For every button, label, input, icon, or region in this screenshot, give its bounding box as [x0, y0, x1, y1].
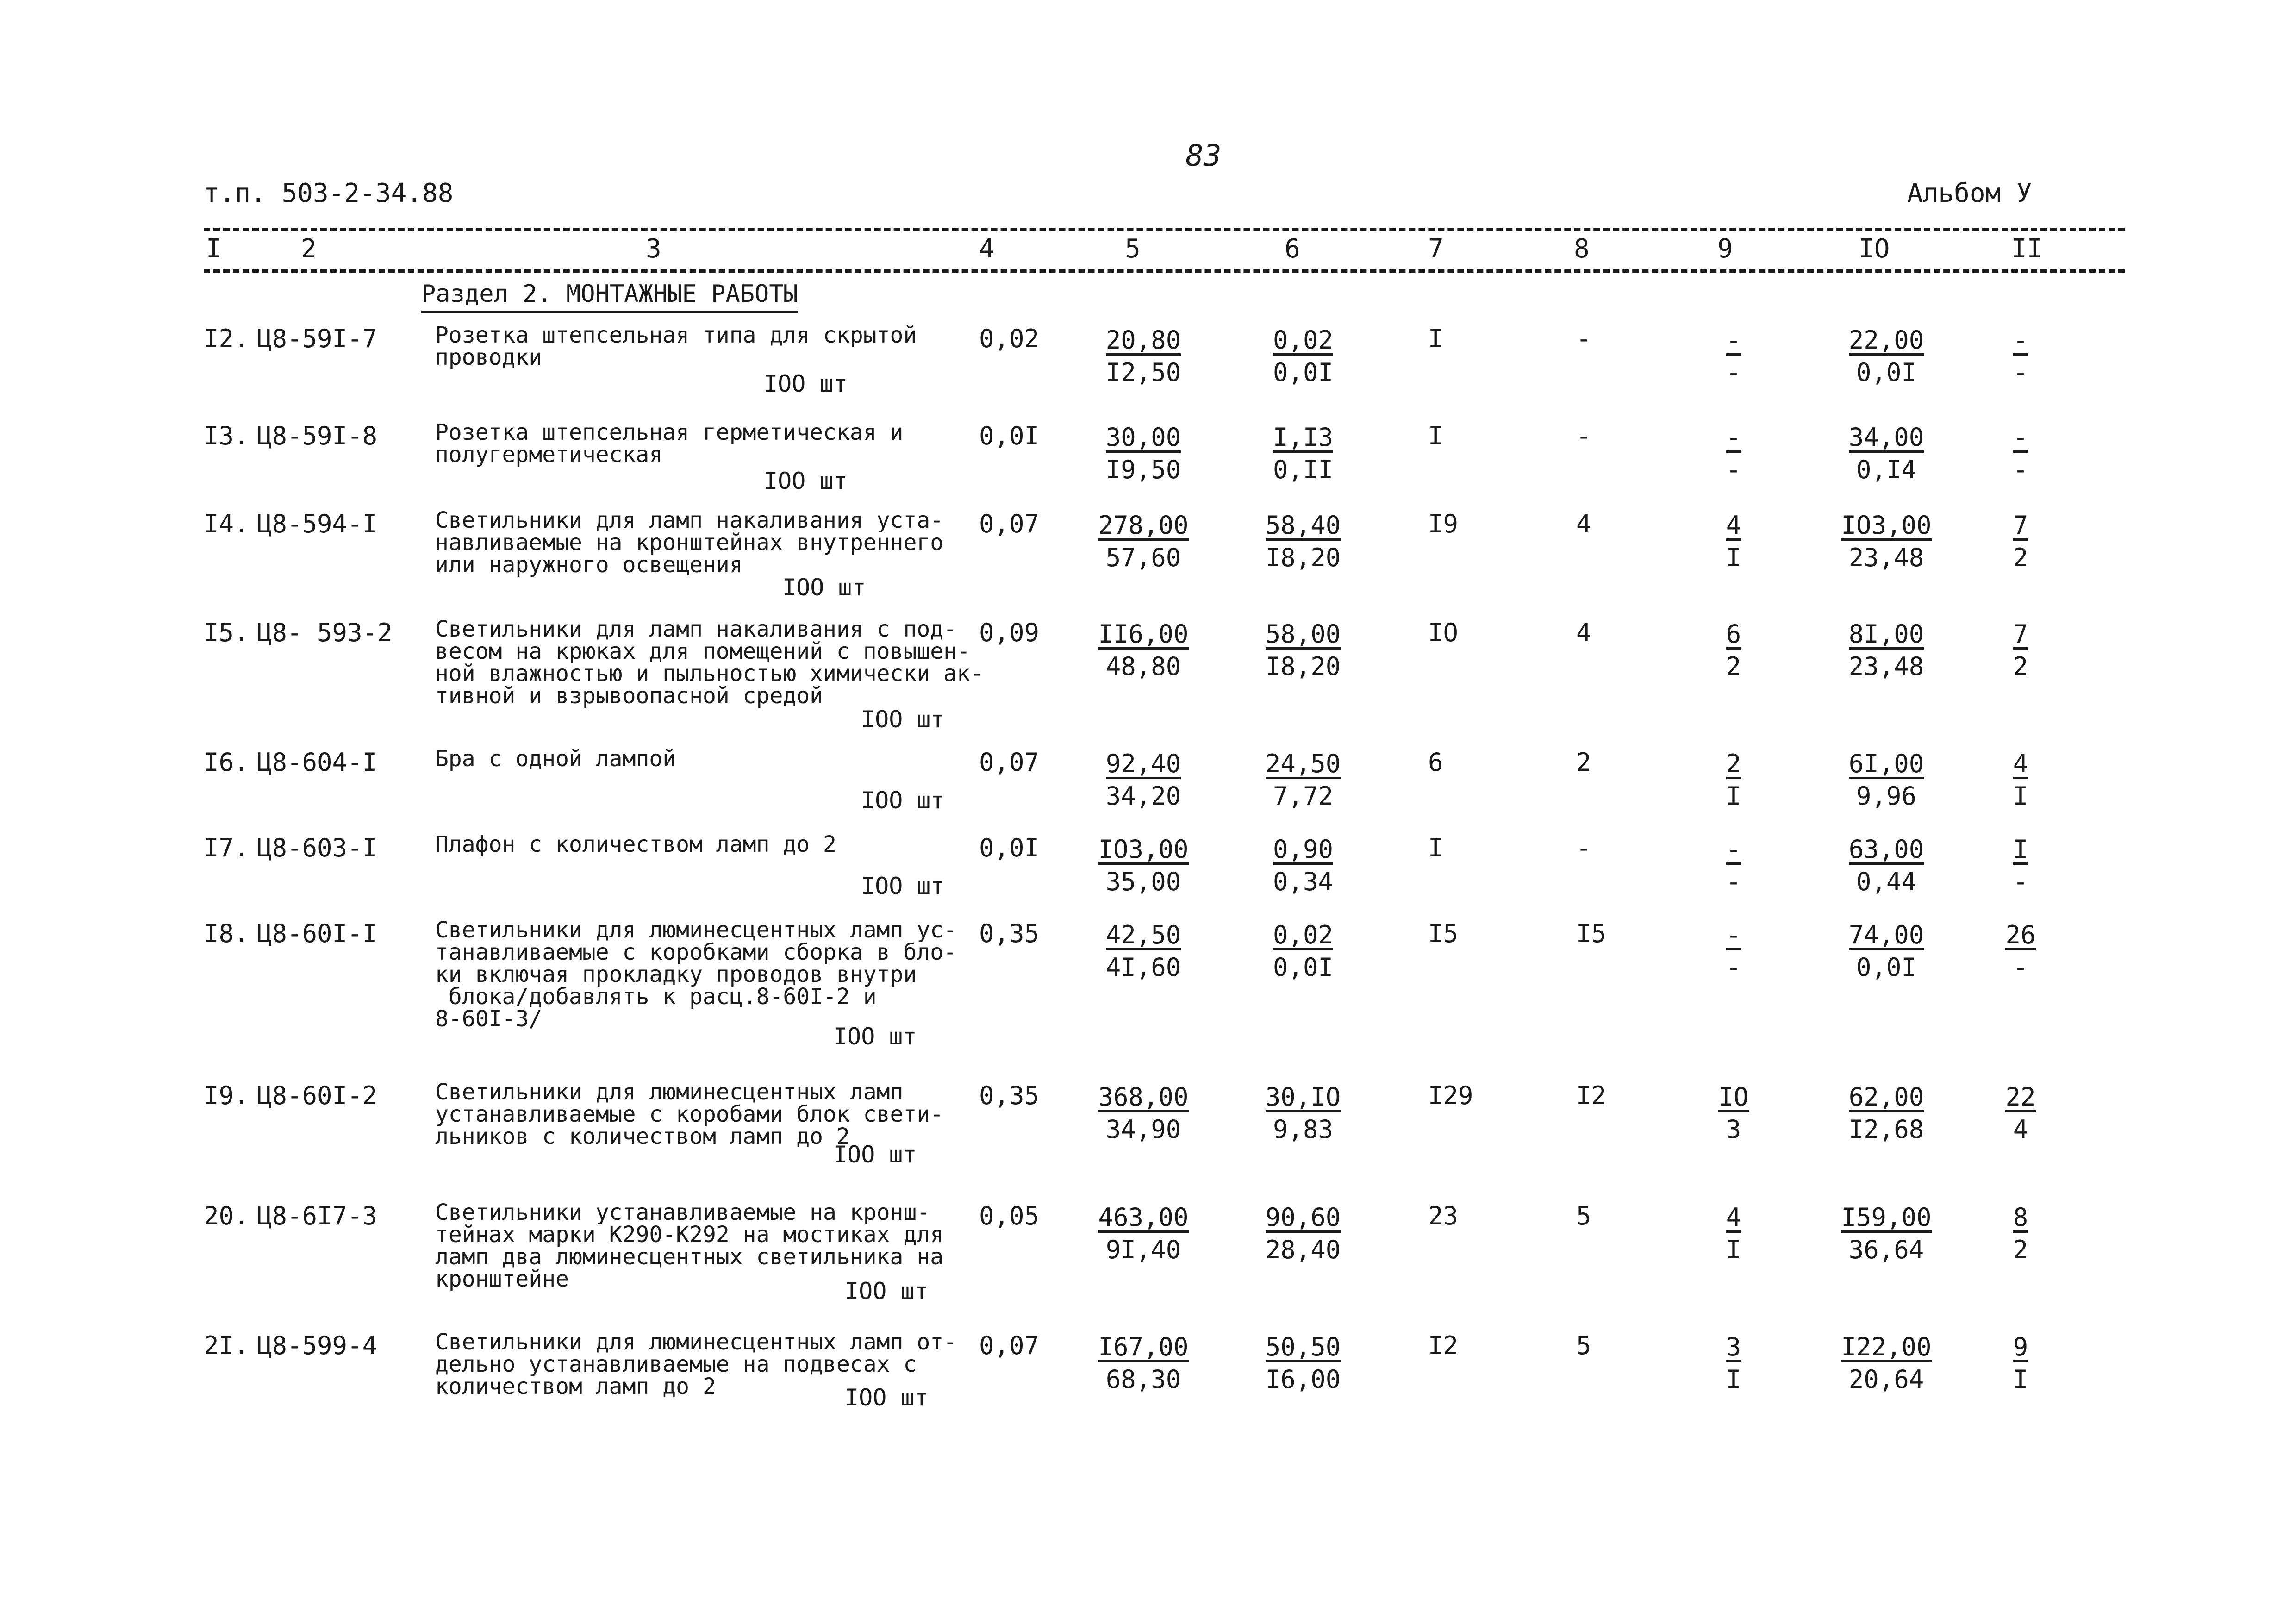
fraction-c6: [1250, 919, 1356, 984]
fraction-bottom-c5: 35,00: [1105, 867, 1181, 896]
column-header-7: 7: [1428, 234, 1444, 264]
fraction-c5: [1090, 1331, 1197, 1396]
fraction-bottom-c5: I2,50: [1105, 358, 1181, 387]
fraction-bottom-c11: I: [2013, 1365, 2028, 1394]
fraction-top-c5: 368,00: [1098, 1082, 1189, 1112]
column-8-value: 5: [1576, 1201, 1591, 1230]
fraction-bottom-c6: 0,II: [1273, 455, 1334, 484]
measurement-unit: IOO шт: [845, 1278, 929, 1305]
fraction-top-c10: I22,00: [1841, 1332, 1932, 1362]
measurement-unit: IOO шт: [861, 873, 945, 899]
fraction-c10: [1833, 509, 1940, 574]
fraction-top-c5: 92,40: [1105, 749, 1181, 778]
column-7-value: 23: [1428, 1201, 1459, 1230]
fraction-bottom-c9: I: [1726, 543, 1741, 572]
fraction-bottom-c9: I: [1726, 1235, 1741, 1264]
fraction-top-c11: -: [2013, 423, 2028, 452]
column-4-value: 0,35: [979, 919, 1040, 948]
fraction-top-c9: -: [1726, 423, 1741, 452]
column-8-value: I5: [1576, 919, 1607, 948]
fraction-c6: [1250, 509, 1356, 574]
fraction-top-c10: 8I,00: [1848, 619, 1924, 649]
fraction-c5: [1090, 618, 1197, 683]
fraction-bottom-c5: 34,20: [1105, 781, 1181, 811]
rate-code: Ц8-6I7-3: [257, 1201, 378, 1230]
fraction-c9: [1680, 919, 1787, 984]
fraction-top-c6: 0,90: [1273, 835, 1334, 864]
fraction-top-c9: -: [1726, 325, 1741, 355]
fraction-top-c11: 7: [2013, 619, 2028, 649]
column-header-10: IO: [1859, 234, 1890, 264]
column-8-value: 2: [1576, 748, 1591, 777]
column-header-6: 6: [1285, 234, 1300, 264]
fraction-top-c9: 4: [1726, 1203, 1741, 1232]
column-8-value: 5: [1576, 1331, 1591, 1360]
fraction-top-c11: 9: [2013, 1332, 2028, 1362]
fraction-c9: [1680, 618, 1787, 683]
fraction-bottom-c6: 0,0I: [1273, 358, 1334, 387]
fraction-c9: [1680, 324, 1787, 389]
rate-code: Ц8-60I-I: [257, 919, 378, 948]
column-4-value: 0,07: [979, 1331, 1040, 1360]
measurement-unit: IOO шт: [861, 787, 945, 814]
rate-code: Ц8-599-4: [257, 1331, 378, 1360]
fraction-bottom-c10: 0,44: [1856, 867, 1917, 896]
fraction-c5: [1090, 833, 1197, 898]
column-header-3: 3: [646, 234, 661, 264]
rate-code: Ц8-604-I: [257, 748, 378, 777]
fraction-bottom-c6: I6,00: [1265, 1365, 1341, 1394]
fraction-c11: [1967, 1201, 2074, 1266]
fraction-c9: [1680, 748, 1787, 812]
work-description: Светильники для люминесцентных ламп устанавливаемые с коробами блок свети- льников с количеством ламп до 2: [435, 1079, 944, 1149]
fraction-bottom-c11: 4: [2013, 1115, 2028, 1144]
header-rule-top: [204, 228, 2125, 231]
fraction-bottom-c10: 9,96: [1856, 781, 1917, 811]
column-4-value: 0,02: [979, 324, 1040, 353]
section-title: Раздел 2. МОНТАЖНЫЕ РАБОТЫ: [421, 280, 798, 313]
fraction-bottom-c5: 48,80: [1105, 652, 1181, 681]
fraction-top-c5: 30,00: [1105, 423, 1181, 452]
fraction-bottom-c5: 68,30: [1105, 1365, 1181, 1394]
column-8-value: I2: [1576, 1081, 1607, 1110]
row-number: 2I.: [204, 1331, 249, 1360]
column-7-value: I2: [1428, 1331, 1459, 1360]
fraction-bottom-c9: 3: [1726, 1115, 1741, 1144]
fraction-c11: [1967, 1081, 2074, 1146]
fraction-c5: [1090, 1081, 1197, 1146]
fraction-bottom-c6: 0,34: [1273, 867, 1334, 896]
column-7-value: I5: [1428, 919, 1459, 948]
row-number: I2.: [204, 324, 249, 353]
row-number: I9.: [204, 1081, 249, 1110]
fraction-c6: [1250, 748, 1356, 812]
fraction-bottom-c11: I: [2013, 781, 2028, 811]
album-label: Альбом У: [1907, 178, 2032, 208]
fraction-bottom-c5: 34,90: [1105, 1115, 1181, 1144]
fraction-c5: [1090, 748, 1197, 812]
work-description: Плафон с количеством ламп до 2: [435, 831, 836, 857]
fraction-top-c6: 90,60: [1265, 1203, 1341, 1232]
measurement-unit: IOO шт: [833, 1141, 917, 1168]
fraction-top-c6: 58,40: [1265, 511, 1341, 540]
work-description: Розетка штепсельная герметическая и полугерметическая: [435, 419, 904, 468]
column-8-value: 4: [1576, 618, 1591, 647]
fraction-bottom-c9: I: [1726, 781, 1741, 811]
column-4-value: 0,35: [979, 1081, 1040, 1110]
fraction-bottom-c10: 23,48: [1848, 543, 1924, 572]
row-number: 20.: [204, 1201, 249, 1230]
fraction-bottom-c11: 2: [2013, 652, 2028, 681]
fraction-c10: [1833, 618, 1940, 683]
table-row: [0, 1081, 2296, 1220]
fraction-bottom-c10: 0,I4: [1856, 455, 1917, 484]
fraction-c11: [1967, 324, 2074, 389]
fraction-top-c6: 24,50: [1265, 749, 1341, 778]
fraction-c9: [1680, 509, 1787, 574]
fraction-top-c9: IO: [1718, 1082, 1749, 1112]
fraction-top-c10: IO3,00: [1841, 511, 1932, 540]
column-7-value: 6: [1428, 748, 1443, 777]
fraction-c10: [1833, 421, 1940, 486]
fraction-c5: [1090, 509, 1197, 574]
fraction-c10: [1833, 919, 1940, 984]
work-description: Светильники для люминесцентных ламп ус- танавливаемые с коробками сборка в бло- ки включая прокладку проводов внутри блока/добавлять к расц.8-60I-2 и 8-60I-3/: [435, 917, 957, 1032]
fraction-c9: [1680, 1201, 1787, 1266]
fraction-top-c11: -: [2013, 325, 2028, 355]
column-7-value: I: [1428, 833, 1443, 862]
fraction-top-c9: 3: [1726, 1332, 1741, 1362]
fraction-bottom-c10: 36,64: [1848, 1235, 1924, 1264]
fraction-bottom-c9: -: [1726, 867, 1741, 896]
fraction-top-c5: 278,00: [1098, 511, 1189, 540]
column-7-value: IO: [1428, 618, 1459, 647]
document-reference: т.п. 503-2-34.88: [204, 178, 454, 208]
work-description: Бра с одной лампой: [435, 746, 676, 772]
fraction-top-c5: IO3,00: [1098, 835, 1189, 864]
column-7-value: I: [1428, 421, 1443, 450]
fraction-top-c10: 74,00: [1848, 920, 1924, 949]
work-description: Светильники для люминесцентных ламп от- дельно устанавливаемые на подвесах с количеством ламп до 2: [435, 1329, 957, 1399]
fraction-top-c11: 7: [2013, 511, 2028, 540]
fraction-c10: [1833, 324, 1940, 389]
fraction-bottom-c6: I8,20: [1265, 543, 1341, 572]
fraction-top-c5: 20,80: [1105, 325, 1181, 355]
column-header-2: 2: [301, 234, 317, 264]
fraction-c5: [1090, 1201, 1197, 1266]
fraction-top-c5: II6,00: [1098, 619, 1189, 649]
fraction-top-c6: 0,02: [1273, 325, 1334, 355]
fraction-top-c10: 22,00: [1848, 325, 1924, 355]
column-header-9: 9: [1717, 234, 1733, 264]
fraction-bottom-c11: -: [2013, 358, 2028, 387]
fraction-top-c5: 463,00: [1098, 1203, 1189, 1232]
measurement-unit: IOO шт: [782, 574, 866, 601]
fraction-top-c5: I67,00: [1098, 1332, 1189, 1362]
fraction-c11: [1967, 748, 2074, 812]
measurement-unit: IOO шт: [861, 706, 945, 733]
fraction-top-c9: -: [1726, 920, 1741, 949]
work-description: Розетка штепсельная типа для скрытой проводки: [435, 322, 917, 370]
fraction-bottom-c10: I2,68: [1848, 1115, 1924, 1144]
measurement-unit: IOO шт: [833, 1023, 917, 1050]
rate-code: Ц8-59I-8: [257, 421, 378, 450]
column-7-value: I: [1428, 324, 1443, 353]
header-rule-bottom: [204, 269, 2125, 273]
fraction-c6: [1250, 833, 1356, 898]
rate-code: Ц8- 593-2: [257, 618, 393, 647]
fraction-bottom-c6: 0,0I: [1273, 953, 1334, 982]
row-number: I6.: [204, 748, 249, 777]
column-8-value: -: [1576, 833, 1591, 862]
fraction-c6: [1250, 421, 1356, 486]
fraction-bottom-c11: 2: [2013, 1235, 2028, 1264]
fraction-bottom-c9: 2: [1726, 652, 1741, 681]
row-number: I4.: [204, 509, 249, 538]
fraction-top-c10: 62,00: [1848, 1082, 1924, 1112]
fraction-c10: [1833, 1201, 1940, 1266]
table-row: [0, 1201, 2296, 1340]
fraction-c11: [1967, 1331, 2074, 1396]
fraction-bottom-c6: 28,40: [1265, 1235, 1341, 1264]
column-4-value: 0,07: [979, 509, 1040, 538]
fraction-c9: [1680, 421, 1787, 486]
column-4-value: 0,05: [979, 1201, 1040, 1230]
column-4-value: 0,0I: [979, 421, 1040, 450]
fraction-top-c6: I,I3: [1273, 423, 1334, 452]
rate-code: Ц8-594-I: [257, 509, 378, 538]
fraction-top-c6: 30,IO: [1265, 1082, 1341, 1112]
fraction-c10: [1833, 1081, 1940, 1146]
fraction-top-c11: I: [2013, 835, 2028, 864]
column-8-value: -: [1576, 421, 1591, 450]
fraction-top-c9: 6: [1726, 619, 1741, 649]
fraction-c10: [1833, 748, 1940, 812]
column-7-value: I9: [1428, 509, 1459, 538]
work-description: Светильники для ламп накаливания уста- навливаемые на кронштейнах внутреннего или наружного освещения: [435, 507, 944, 578]
fraction-c11: [1967, 919, 2074, 984]
rate-code: Ц8-60I-2: [257, 1081, 378, 1110]
column-8-value: -: [1576, 324, 1591, 353]
fraction-c11: [1967, 421, 2074, 486]
fraction-c5: [1090, 421, 1197, 486]
table-row: [0, 618, 2296, 757]
fraction-top-c9: 4: [1726, 511, 1741, 540]
fraction-top-c6: 0,02: [1273, 920, 1334, 949]
work-description: Светильники для ламп накаливания с под- весом на крюках для помещений с повышен- ной влажностью и пыльностью химически ак- тивной и взрывоопасной средой: [435, 616, 984, 709]
fraction-bottom-c9: I: [1726, 1365, 1741, 1394]
fraction-bottom-c11: -: [2013, 455, 2028, 484]
fraction-top-c6: 50,50: [1265, 1332, 1341, 1362]
column-header-8: 8: [1574, 234, 1590, 264]
fraction-bottom-c6: I8,20: [1265, 652, 1341, 681]
column-4-value: 0,07: [979, 748, 1040, 777]
column-header-4: 4: [979, 234, 995, 264]
fraction-top-c10: 6I,00: [1848, 749, 1924, 778]
fraction-c6: [1250, 324, 1356, 389]
fraction-bottom-c11: -: [2013, 953, 2028, 982]
work-description: Светильники устанавливаемые на кронш- тейнах марки К290-К292 на мостиках для ламп два люминесцентных светильника на кронштейне: [435, 1199, 944, 1292]
fraction-bottom-c10: 0,0I: [1856, 358, 1917, 387]
measurement-unit: IOO шт: [764, 468, 848, 494]
fraction-bottom-c10: 0,0I: [1856, 953, 1917, 982]
measurement-unit: IOO шт: [764, 370, 848, 397]
fraction-c6: [1250, 1081, 1356, 1146]
fraction-c11: [1967, 618, 2074, 683]
column-4-value: 0,0I: [979, 833, 1040, 862]
fraction-bottom-c11: 2: [2013, 543, 2028, 572]
row-number: I7.: [204, 833, 249, 862]
column-8-value: 4: [1576, 509, 1591, 538]
fraction-bottom-c5: 4I,60: [1105, 953, 1181, 982]
fraction-c11: [1967, 509, 2074, 574]
fraction-c9: [1680, 1081, 1787, 1146]
fraction-top-c10: 63,00: [1848, 835, 1924, 864]
measurement-unit: IOO шт: [845, 1384, 929, 1411]
fraction-top-c9: 2: [1726, 749, 1741, 778]
table-row: [0, 919, 2296, 1058]
fraction-c5: [1090, 324, 1197, 389]
fraction-top-c11: 4: [2013, 749, 2028, 778]
fraction-c10: [1833, 833, 1940, 898]
fraction-bottom-c5: I9,50: [1105, 455, 1181, 484]
fraction-c6: [1250, 1201, 1356, 1266]
column-header-11: II: [2011, 234, 2043, 264]
fraction-bottom-c5: 57,60: [1105, 543, 1181, 572]
fraction-top-c9: -: [1726, 835, 1741, 864]
rate-code: Ц8-59I-7: [257, 324, 378, 353]
table-row: [0, 1331, 2296, 1470]
fraction-c6: [1250, 618, 1356, 683]
rate-code: Ц8-603-I: [257, 833, 378, 862]
fraction-top-c11: 8: [2013, 1203, 2028, 1232]
fraction-c5: [1090, 919, 1197, 984]
fraction-bottom-c5: 9I,40: [1105, 1235, 1181, 1264]
column-7-value: I29: [1428, 1081, 1473, 1110]
fraction-bottom-c11: -: [2013, 867, 2028, 896]
column-4-value: 0,09: [979, 618, 1040, 647]
fraction-bottom-c9: -: [1726, 358, 1741, 387]
column-header-5: 5: [1125, 234, 1141, 264]
fraction-c11: [1967, 833, 2074, 898]
row-number: I8.: [204, 919, 249, 948]
fraction-top-c11: 26: [2005, 920, 2036, 949]
page-number: 83: [1185, 139, 1222, 173]
fraction-bottom-c6: 9,83: [1273, 1115, 1334, 1144]
fraction-top-c10: 34,00: [1848, 423, 1924, 452]
fraction-c6: [1250, 1331, 1356, 1396]
column-header-1: I: [206, 234, 222, 264]
fraction-c9: [1680, 833, 1787, 898]
fraction-bottom-c9: -: [1726, 455, 1741, 484]
fraction-bottom-c10: 23,48: [1848, 652, 1924, 681]
fraction-bottom-c10: 20,64: [1848, 1365, 1924, 1394]
fraction-top-c11: 22: [2005, 1082, 2036, 1112]
fraction-c9: [1680, 1331, 1787, 1396]
fraction-bottom-c9: -: [1726, 953, 1741, 982]
row-number: I5.: [204, 618, 249, 647]
row-number: I3.: [204, 421, 249, 450]
fraction-top-c5: 42,50: [1105, 920, 1181, 949]
fraction-bottom-c6: 7,72: [1273, 781, 1334, 811]
fraction-top-c6: 58,00: [1265, 619, 1341, 649]
fraction-top-c10: I59,00: [1841, 1203, 1932, 1232]
fraction-c10: [1833, 1331, 1940, 1396]
